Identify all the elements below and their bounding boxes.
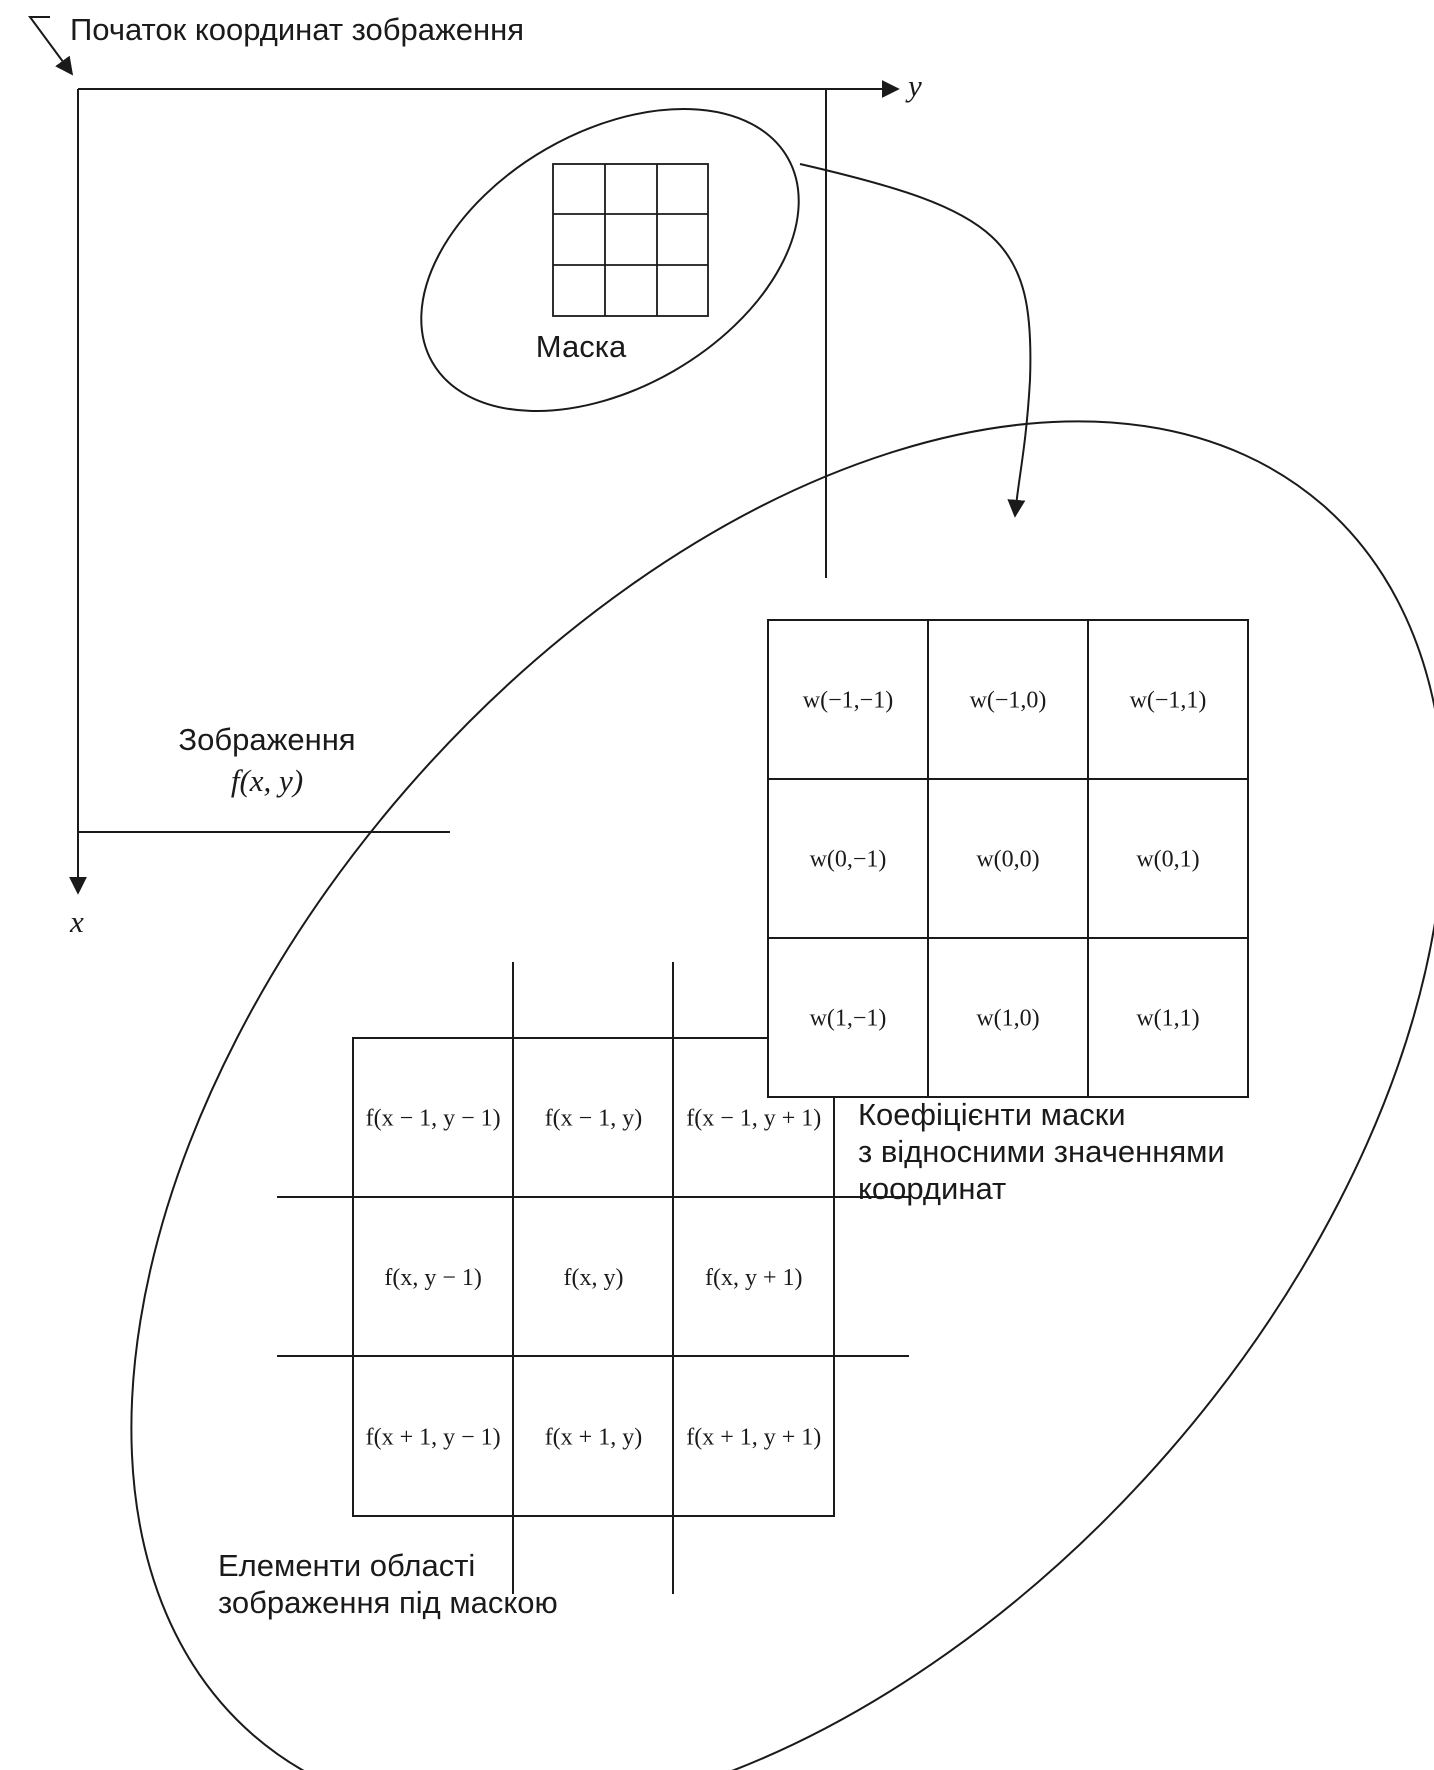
region-caption: [218, 1548, 558, 1620]
image-region-cells: [366, 1106, 822, 1451]
region-caption-line-2: зображення під маскою: [218, 1585, 558, 1620]
coef-cell-2-1: w(1,0): [976, 1005, 1040, 1032]
coef-cell-1-0: w(0,−1): [809, 846, 887, 873]
coef-cell-1-2: w(0,1): [1136, 846, 1200, 873]
origin-pointer: [30, 17, 72, 74]
connector-arrow: [800, 164, 1030, 516]
coef-caption-line-2: з відносними значеннями: [858, 1134, 1225, 1169]
region-cell-2-0: f(x + 1, y − 1): [365, 1424, 501, 1451]
coef-cell-2-2: w(1,1): [1136, 1005, 1200, 1032]
region-caption-line-1: Елементи області: [218, 1548, 476, 1583]
y-axis-label: y: [908, 68, 922, 103]
region-cell-1-1: f(x, y): [563, 1264, 624, 1291]
coef-cell-0-2: w(−1,1): [1129, 687, 1207, 714]
region-cell-2-1: f(x + 1, y): [544, 1424, 643, 1451]
region-cell-0-2: f(x − 1, y + 1): [686, 1105, 822, 1132]
mask-ellipse: [368, 47, 851, 474]
region-cell-1-2: f(x, y + 1): [704, 1264, 803, 1291]
coefficient-caption: [858, 1097, 1225, 1206]
coef-caption-line-3: координат: [858, 1171, 1007, 1206]
region-cell-0-1: f(x − 1, y): [544, 1105, 643, 1132]
mini-mask-grid: [553, 164, 708, 316]
mask-label: Маска: [535, 329, 627, 364]
coef-cell-0-0: w(−1,−1): [802, 687, 894, 714]
coef-caption-line-1: Коефіцієнти маски: [858, 1097, 1126, 1132]
x-axis-label: x: [70, 904, 84, 939]
coef-cell-1-1: w(0,0): [976, 846, 1040, 873]
region-cell-0-0: f(x − 1, y − 1): [365, 1105, 501, 1132]
image-function-label: f(x, y): [230, 763, 304, 798]
region-cell-1-0: f(x, y − 1): [384, 1264, 482, 1291]
coef-cell-0-1: w(−1,0): [969, 687, 1047, 714]
coef-cell-2-0: w(1,−1): [809, 1005, 887, 1032]
image-label: Зображення: [178, 722, 356, 757]
region-cell-2-2: f(x + 1, y + 1): [686, 1424, 822, 1451]
origin-label: Початок координат зображення: [70, 12, 524, 47]
